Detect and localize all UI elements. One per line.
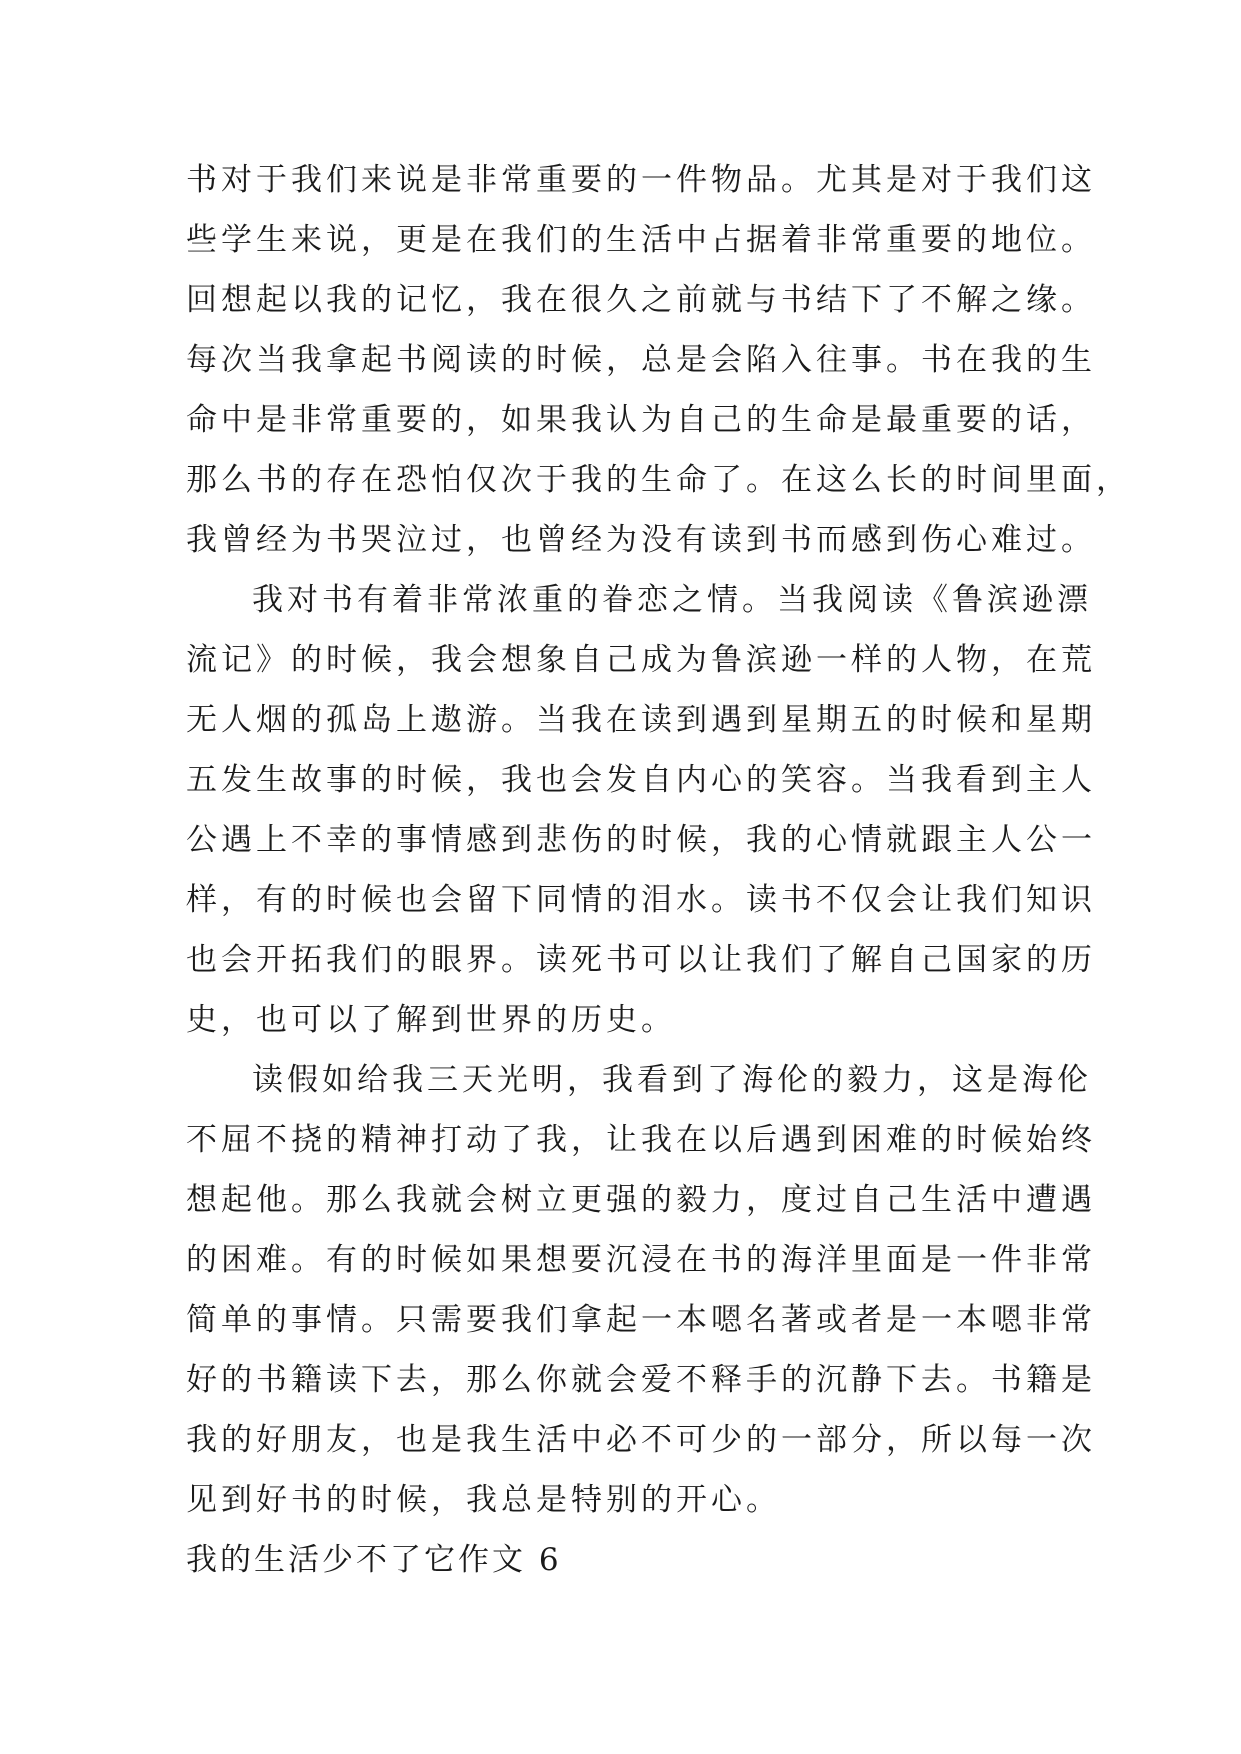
paragraph-line: 公遇上不幸的事情感到悲伤的时候，我的心情就跟主人公一 (186, 822, 1096, 858)
paragraph-1 (186, 150, 1131, 570)
paragraph-line: 每次当我拿起书阅读的时候，总是会陷入往事。书在我的生 (186, 342, 1096, 378)
paragraph-2 (186, 570, 1096, 1050)
paragraph-line: 想起他。那么我就会树立更强的毅力，度过自己生活中遭遇 (186, 1182, 1096, 1218)
document-body (186, 150, 1131, 1590)
paragraph-line: 那么书的存在恐怕仅次于我的生命了。在这么长的时间里面， (186, 462, 1131, 498)
paragraph-line: 命中是非常重要的，如果我认为自己的生命是最重要的话， (186, 402, 1096, 438)
paragraph-line: 我的好朋友，也是我生活中必不可少的一部分，所以每一次 (186, 1422, 1096, 1458)
paragraph-line: 我曾经为书哭泣过，也曾经为没有读到书而感到伤心难过。 (186, 522, 1096, 558)
paragraph-line: 书对于我们来说是非常重要的一件物品。尤其是对于我们这 (186, 162, 1096, 198)
paragraph-3 (186, 1050, 1096, 1530)
paragraph-line: 回想起以我的记忆，我在很久之前就与书结下了不解之缘。 (186, 282, 1096, 318)
section-heading: 我的生活少不了它作文 6 (186, 1542, 562, 1578)
paragraph-line: 无人烟的孤岛上遨游。当我在读到遇到星期五的时候和星期 (186, 702, 1096, 738)
paragraph-line: 样，有的时候也会留下同情的泪水。读书不仅会让我们知识 (186, 882, 1096, 918)
paragraph-line: 见到好书的时候，我总是特别的开心。 (186, 1482, 781, 1518)
paragraph-line: 我对书有着非常浓重的眷恋之情。当我阅读《鲁滨逊漂 (252, 582, 1092, 618)
paragraph-line: 不屈不挠的精神打动了我，让我在以后遇到困难的时候始终 (186, 1122, 1096, 1158)
paragraph-line: 读假如给我三天光明，我看到了海伦的毅力，这是海伦 (252, 1062, 1092, 1098)
paragraph-line: 简单的事情。只需要我们拿起一本嗯名著或者是一本嗯非常 (186, 1302, 1096, 1338)
paragraph-line: 史，也可以了解到世界的历史。 (186, 1002, 676, 1038)
paragraph-line: 好的书籍读下去，那么你就会爱不释手的沉静下去。书籍是 (186, 1362, 1096, 1398)
paragraph-line: 流记》的时候，我会想象自己成为鲁滨逊一样的人物，在荒 (186, 642, 1096, 678)
paragraph-line: 也会开拓我们的眼界。读死书可以让我们了解自己国家的历 (186, 942, 1096, 978)
paragraph-line: 的困难。有的时候如果想要沉浸在书的海洋里面是一件非常 (186, 1242, 1096, 1278)
paragraph-line: 五发生故事的时候，我也会发自内心的笑容。当我看到主人 (186, 762, 1096, 798)
paragraph-line: 些学生来说，更是在我们的生活中占据着非常重要的地位。 (186, 222, 1096, 258)
